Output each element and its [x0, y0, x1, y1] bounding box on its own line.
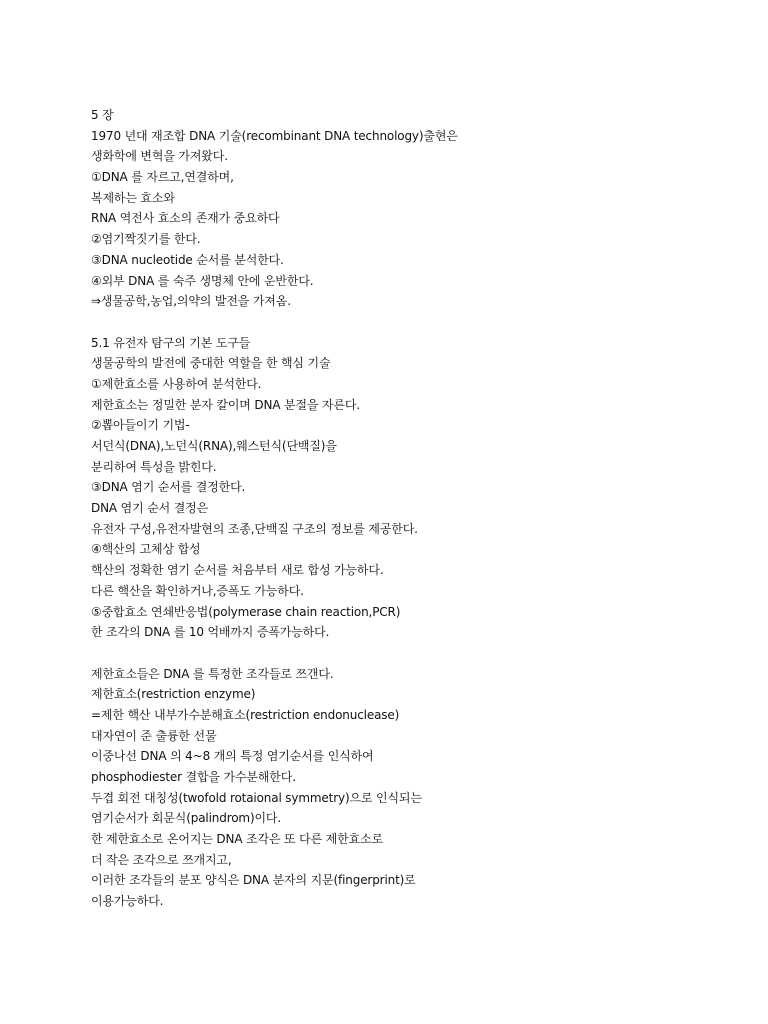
text-line: 생물공학의 발전에 중대한 역할을 한 핵심 기술: [91, 356, 331, 371]
text-line: ⑤중합효소 연쇄반응법(polymerase chain reaction,PCR): [91, 604, 401, 619]
text-line: ①제한효소를 사용하여 분석한다.: [91, 376, 262, 391]
text-line: 서던식(DNA),노던식(RNA),웨스턴식(단백질)을: [91, 439, 337, 453]
text-line: 이중나선 DNA 의 4~8 개의 특정 염기순서를 인식하여: [91, 749, 374, 764]
text-line: DNA 염기 순서 결정은: [91, 501, 209, 516]
text-line: ①DNA 를 자르고,연결하며,: [91, 170, 234, 185]
text-line: ③DNA nucleotide 순서를 분석한다.: [91, 252, 284, 267]
paragraph-gap: [91, 643, 731, 664]
text-line: 이용가능하다.: [91, 894, 164, 909]
section-restriction-enzymes: [91, 664, 731, 912]
text-line: 이러한 조각들의 분포 양식은 DNA 분자의 지문(fingerprint)로: [91, 873, 416, 888]
text-line: ⇒생물공학,농업,의약의 발전을 가져옴.: [91, 294, 291, 309]
text-line: 한 조각의 DNA 를 10 억배까지 증폭가능하다.: [91, 625, 330, 640]
text-line: 다른 핵산을 확인하거나,증폭도 가능하다.: [91, 583, 304, 598]
text-line: ②염기짝짓기를 한다.: [91, 232, 201, 247]
text-line: 생화학에 변혁을 가져왔다.: [91, 149, 228, 164]
section-chapter-5-intro: [91, 105, 731, 312]
text-line: ④외부 DNA 를 숙주 생명체 안에 운반한다.: [91, 273, 314, 288]
text-line: RNA 역전사 효소의 존재가 중요하다: [91, 211, 280, 226]
text-line: 복제하는 효소와: [91, 190, 175, 205]
text-line: 1970 년대 재조합 DNA 기술(recombinant DNA technology)출현은: [91, 128, 458, 143]
text-line: 한 제한효소로 온어지는 DNA 조각은 또 다른 제한효소로: [91, 832, 383, 847]
text-line: ④핵산의 고체상 합성: [91, 542, 201, 557]
text-line: 대자연이 준 출륭한 선물: [91, 728, 217, 743]
text-line: 5 장: [91, 108, 114, 122]
text-line: 제한효소들은 DNA 를 특정한 조각들로 쯔갠다.: [91, 666, 334, 681]
text-line: ③DNA 염기 순서를 결정한다.: [91, 480, 246, 495]
text-line: 염기순서가 회문식(palindrom)이다.: [91, 811, 282, 826]
section-5-1-tools: [91, 333, 731, 643]
text-line: 더 작은 조각으로 쯔개지고,: [91, 852, 232, 867]
text-line: 분리하여 특성을 밝힌다.: [91, 459, 217, 474]
text-line: 제한효소(restriction enzyme): [91, 687, 256, 702]
text-line: =제한 핵산 내부가수분해효소(restriction endonuclease): [91, 707, 400, 722]
text-line: phosphodiester 결합을 가수분해한다.: [91, 770, 296, 784]
text-line: 유전자 구성,유전자발현의 조종,단백질 구조의 정보를 제공한다.: [91, 521, 418, 536]
text-line: 두겹 회전 대칭성(twofold rotaional symmetry)으로 인식되는: [91, 790, 422, 805]
text-line: 핵산의 정확한 염기 순서를 처음부터 새로 합성 가능하다.: [91, 563, 384, 578]
text-line: 제한효소는 정밀한 분자 칼이며 DNA 분절을 자른다.: [91, 397, 361, 412]
paragraph-gap: [91, 312, 731, 333]
text-line: ②뽑아들이기 기법-: [91, 418, 190, 433]
text-line: 5.1 유전자 탐구의 기본 도구들: [91, 335, 251, 350]
document-body: [91, 105, 731, 912]
